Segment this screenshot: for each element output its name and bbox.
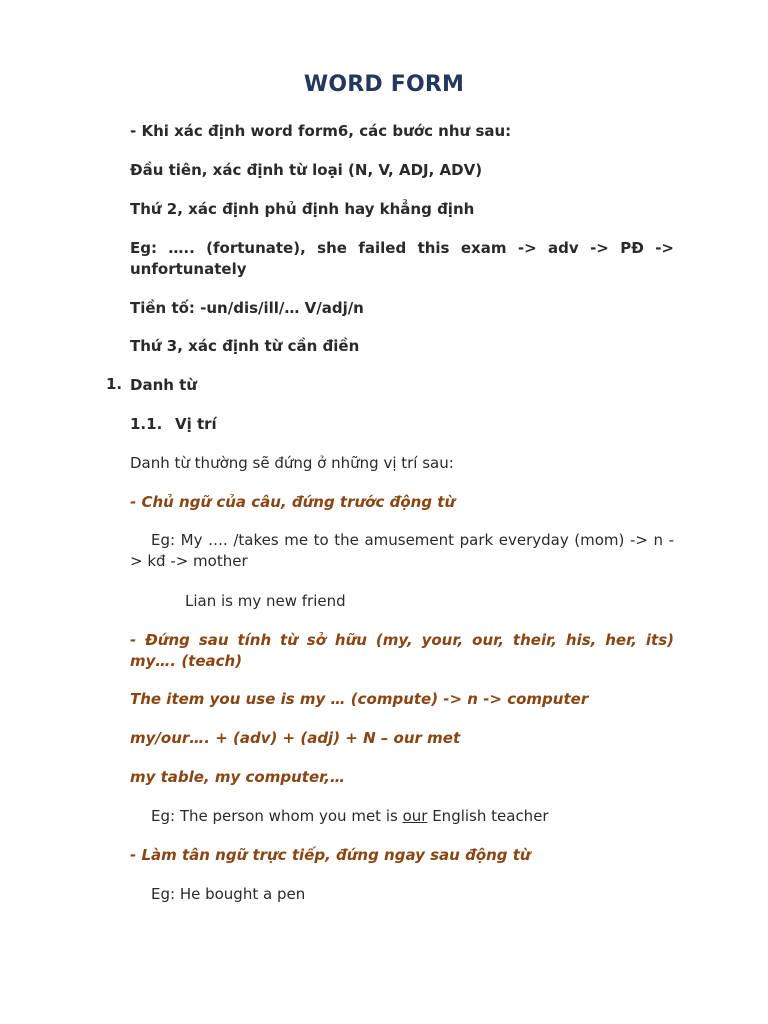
example-possessive <box>151 806 674 827</box>
intro-prefix-line: Tiền tố: -un/dis/ill/… V/adj/n <box>130 299 364 317</box>
example-possessive-text-1: Eg: The person whom you met is <box>151 807 403 825</box>
section-description: Danh từ thường sẽ đứng ở những vị trí sau: <box>130 454 454 472</box>
subsection-title: Vị trí <box>175 415 217 433</box>
intro-line-6: Thứ 3, xác định từ cần điền <box>130 337 360 355</box>
example-subject-2: Lian is my new friend <box>185 592 346 610</box>
section-heading: Danh từ <box>130 376 198 394</box>
intro-line-3: Thứ 2, xác định phủ định hay khẳng định <box>130 200 475 218</box>
position-after-possessive: - Đứng sau tính từ sở hữu (my, your, our, their, his, her, its) my…. (teach) <box>130 631 674 670</box>
subsection-heading <box>130 414 674 435</box>
page-title: WORD FORM <box>303 72 465 97</box>
intro-line-2: Đầu tiên, xác định từ loại (N, V, ADJ, ADV) <box>130 161 483 179</box>
position-direct-object: - Làm tân ngữ trực tiếp, đứng ngay sau động từ <box>130 846 531 864</box>
possessive-pattern: my/our…. + (adv) + (adj) + N – our met <box>130 729 461 747</box>
intro-line-1: - Khi xác định word form6, các bước như sau: <box>130 122 512 140</box>
example-possessive-underlined: our <box>402 807 428 825</box>
intro-example: Eg: ….. (fortunate), she failed this exam -> adv -> PĐ -> unfortunately <box>130 239 674 278</box>
example-direct-object: Eg: He bought a pen <box>151 885 306 903</box>
section-number: 1. <box>106 375 123 393</box>
possessive-example-1: The item you use is my … (compute) -> n -> computer <box>130 690 589 708</box>
possessive-example-2: my table, my computer,… <box>130 768 346 786</box>
position-subject: - Chủ ngữ của câu, đứng trước động từ <box>130 493 456 511</box>
subsection-number: 1.1. <box>130 415 163 433</box>
example-possessive-text-2: English teacher <box>427 807 549 825</box>
example-subject: Eg: My …. /takes me to the amusement park everyday (mom) -> n -> kđ -> mother <box>130 531 674 570</box>
